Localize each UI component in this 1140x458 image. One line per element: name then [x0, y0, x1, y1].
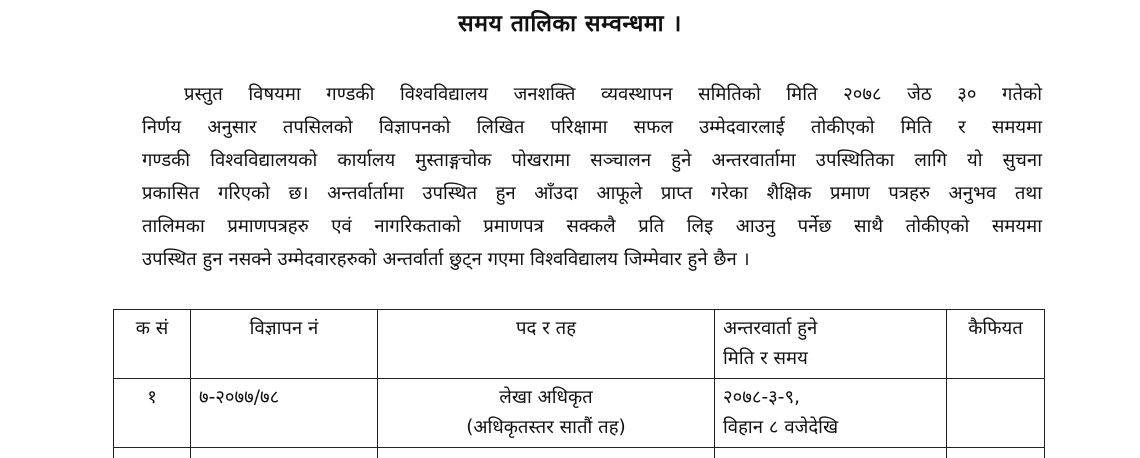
cell-post-line: लेखा अधिकृत	[499, 387, 593, 408]
paragraph-line: निर्णय अनुसार तपसिलको विज्ञापनको लिखित परिक्षामा सफल उम्मेदवारलाई तोकीएको मिति र समयमा	[142, 117, 1042, 138]
paragraph-line: गण्डकी विश्वविद्यालयको कार्यालय मुस्ताङ्गचोक पोखरामा सञ्चालन हुने अन्तरवार्तामा उपस्थितिका लागि यो सुचना	[142, 150, 1042, 171]
table-row-partial	[114, 448, 1045, 458]
cell-post-and-level	[378, 379, 715, 448]
cell-empty	[114, 448, 191, 458]
table-row	[114, 379, 1045, 448]
notice-title	[0, 6, 1140, 38]
cell-remarks	[947, 379, 1045, 448]
cell-interview-date-time	[715, 379, 947, 448]
notice-title-text: समय तालिका सम्वन्धमा ।	[458, 11, 682, 37]
table-header-row	[114, 310, 1045, 379]
cell-interview-line: २०७८-३-९,	[723, 387, 800, 408]
paragraph-line: तालिमका प्रमाणपत्रहरु एवं नागरिकताको प्रमाणपत्र सक्कलै प्रति लिइ आउनु पर्नेछ साथै तोकीएको समयमा	[142, 216, 1042, 237]
schedule-table	[113, 309, 1045, 458]
notice-paragraph	[142, 78, 1042, 276]
cell-advertisement-number: ७-२०७७/७८	[191, 379, 378, 448]
header-interview-date-time	[715, 310, 947, 379]
cell-post-line: (अधिकृतस्तर सातौं तह)	[466, 417, 626, 438]
cell-serial-number: १	[114, 379, 191, 448]
paragraph-line: प्रस्तुत विषयमा गण्डकी विश्वविद्यालय जनशक्ति व्यवस्थापन समितिको मिति २०७८ जेठ ३० गतेको	[184, 84, 1042, 105]
header-interview-line: अन्तरवार्ता हुने	[723, 318, 818, 339]
cell-interview-line: विहान ८ वजेदेखि	[723, 417, 839, 438]
cell-empty	[191, 448, 378, 458]
paragraph-line: प्रकासित गरिएको छ। अन्तर्वार्तामा उपस्थित हुन आँउदा आफूले प्राप्त गरेका शैक्षिक प्रमाण पत्रहरु अनुभव तथा	[142, 183, 1042, 204]
paragraph-line: उपस्थित हुन नसक्ने उम्मेदवारहरुको अन्तर्वार्ता छुट्न गएमा विश्वविद्यालय जिम्मेवार हुने छैन ।	[142, 249, 750, 270]
header-interview-line: मिति र समय	[723, 348, 808, 369]
cell-empty	[947, 448, 1045, 458]
header-remarks: कैफियत	[947, 310, 1045, 379]
cell-empty	[378, 448, 715, 458]
header-advertisement-number: विज्ञापन नं	[191, 310, 378, 379]
header-post-and-level: पद र तह	[378, 310, 715, 379]
cell-empty	[715, 448, 947, 458]
header-serial-number: क सं	[114, 310, 191, 379]
